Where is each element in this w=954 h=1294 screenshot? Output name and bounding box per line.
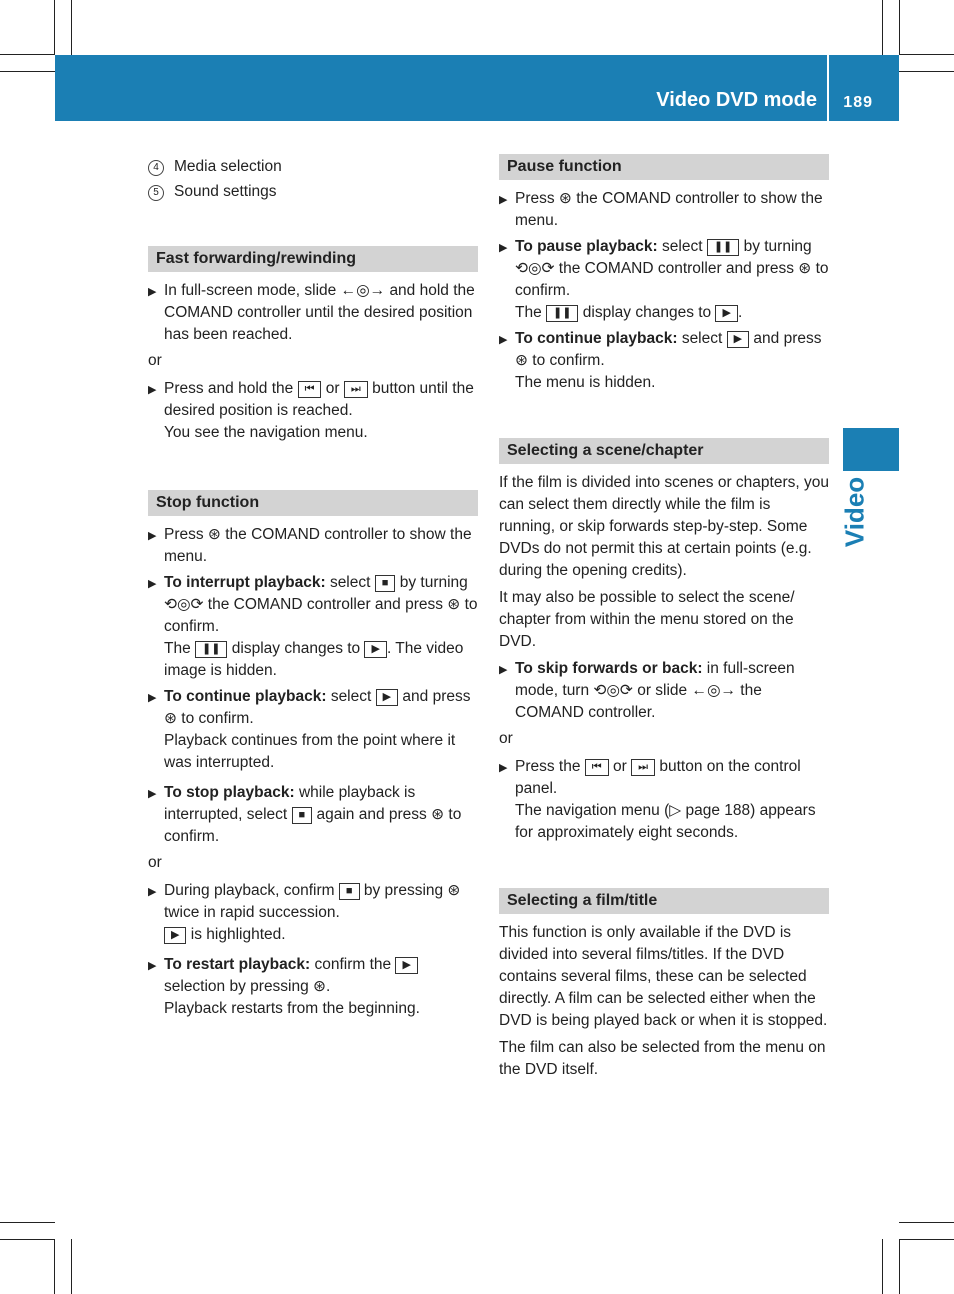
step-text: Press ⊛ the COMAND controller to show the menu. (164, 526, 472, 565)
or-separator: or (499, 730, 513, 747)
step-text: by pressing ⊛ twice in rapid succession. (164, 882, 461, 921)
step-result: The menu is hidden. (515, 374, 656, 391)
stop-key-icon: ■ (375, 575, 396, 592)
step-text: selection by pressing ⊛. (164, 978, 331, 995)
or-separator: or (148, 352, 162, 369)
number-badge: 5 (148, 185, 164, 201)
crop-mark (882, 1239, 883, 1294)
section-heading-film-title: Selecting a film/title (499, 888, 829, 914)
crop-mark (0, 54, 55, 55)
right-column (499, 154, 829, 1086)
chapter-label: Video (839, 476, 870, 548)
step-text: The (515, 304, 542, 321)
play-key-icon: ▶ (364, 641, 386, 658)
instruction-step (148, 524, 478, 568)
step-arrow-icon: ▶ (148, 384, 157, 396)
step-text: Press the (515, 758, 581, 775)
crop-mark (71, 1239, 72, 1294)
step-text: and press ⊛ to confirm. (515, 330, 822, 369)
instruction-step (148, 280, 478, 346)
crop-mark (0, 71, 55, 72)
step-text: select (681, 330, 723, 347)
step-text: button on the control panel. (515, 758, 801, 797)
paragraph: If the film is divided into scenes or chapters, you can select them directly while the film is running, or skip forwards step-by-step. Some DVDs do not permit this at certain points (e.g. during the opening credits). (499, 474, 829, 579)
play-key-icon: ▶ (395, 957, 417, 974)
step-label: To restart playback: (164, 956, 311, 973)
section-heading-stop-function: Stop function (148, 490, 478, 516)
paragraph: The film can also be selected from the menu on the DVD itself. (499, 1039, 826, 1078)
step-arrow-icon: ▶ (499, 242, 508, 254)
step-arrow-icon: ▶ (148, 578, 157, 590)
step-arrow-icon: ▶ (148, 886, 157, 898)
crop-mark (899, 54, 954, 55)
page-header (55, 55, 899, 121)
crop-mark (54, 1239, 55, 1294)
instruction-step (148, 782, 478, 848)
instruction-step (148, 880, 478, 946)
step-label: To skip forwards or back: (515, 660, 703, 677)
step-text: by turning ⟲◎⟳ the COMAND controller and press ⊛ to confirm. (515, 238, 829, 299)
crop-mark (0, 1222, 55, 1223)
skip-forward-key-icon: ⏭ (631, 759, 655, 776)
step-text: In full-screen mode, slide ←◎→ and hold the COMAND controller until the desired position has been reached. (164, 282, 475, 343)
stop-key-icon: ■ (339, 883, 360, 900)
chapter-tab (843, 428, 899, 471)
section-heading-fast-forwarding: Fast forwarding/rewinding (148, 246, 478, 272)
step-text: confirm the (314, 956, 392, 973)
step-text: select (329, 574, 371, 591)
skip-forward-key-icon: ⏭ (344, 381, 368, 398)
step-text: or (613, 758, 627, 775)
step-text: select (662, 238, 703, 255)
step-arrow-icon: ▶ (148, 286, 157, 298)
pause-key-icon: ❚❚ (195, 641, 227, 658)
play-key-icon: ▶ (376, 689, 398, 706)
step-result: You see the navigation menu. (164, 424, 368, 441)
step-arrow-icon: ▶ (499, 664, 508, 676)
step-text: in full-screen mode, turn ⟲◎⟳ or slide ←◎→ the COMAND controller. (515, 660, 795, 721)
step-arrow-icon: ▶ (499, 194, 508, 206)
step-text: . (737, 304, 743, 321)
crop-mark (899, 71, 954, 72)
list-item (148, 156, 478, 178)
pause-key-icon: ❚❚ (546, 305, 578, 322)
crop-mark (882, 0, 883, 55)
crop-mark (899, 0, 900, 55)
list-item-text: Sound settings (174, 183, 277, 200)
step-arrow-icon: ▶ (148, 960, 157, 972)
paragraph: This function is only available if the DVD is divided into several films/titles. If the DVD contains several films, these can be selected directly. A film can be selected either when the DVD is being played back or when it is stopped. (499, 924, 828, 1029)
step-text: and press ⊛ to confirm. (164, 688, 471, 727)
list-item (148, 181, 478, 203)
step-arrow-icon: ▶ (499, 762, 508, 774)
instruction-step (499, 236, 829, 324)
skip-back-key-icon: ⏮ (585, 759, 609, 776)
step-label: To stop playback: (164, 784, 295, 801)
step-arrow-icon: ▶ (499, 334, 508, 346)
play-key-icon: ▶ (164, 927, 186, 944)
step-text: button until the desired position is reached. (164, 380, 474, 419)
crop-mark (899, 1239, 900, 1294)
instruction-step (499, 658, 829, 724)
step-arrow-icon: ▶ (148, 692, 157, 704)
play-key-icon: ▶ (715, 305, 737, 322)
step-text: or (325, 380, 340, 397)
header-divider (827, 55, 829, 121)
stop-key-icon: ■ (292, 807, 313, 824)
step-text: while playback is interrupted, select (164, 784, 416, 823)
step-text: . The video image is hidden. (164, 640, 464, 679)
step-result: Playback continues from the point where it was interrupted. (164, 732, 456, 771)
step-label: To pause playback: (515, 238, 658, 255)
step-result: The navigation menu (▷ page 188) appears for approximately eight seconds. (515, 802, 816, 841)
step-text: select (330, 688, 372, 705)
step-text: Press and hold the (164, 380, 294, 397)
list-item-text: Media selection (174, 158, 282, 175)
crop-mark (0, 1239, 55, 1240)
step-arrow-icon: ▶ (148, 530, 157, 542)
number-badge: 4 (148, 160, 164, 176)
paragraph: It may also be possible to select the scene/ chapter from within the menu stored on the DVD. (499, 589, 795, 650)
or-separator: or (148, 854, 162, 871)
step-result: is highlighted. (190, 926, 286, 943)
step-label: To continue playback: (164, 688, 327, 705)
step-text: During playback, confirm (164, 882, 335, 899)
section-heading-pause-function: Pause function (499, 154, 829, 180)
instruction-step (148, 572, 478, 682)
step-arrow-icon: ▶ (148, 788, 157, 800)
step-label: To interrupt playback: (164, 574, 326, 591)
step-text: display changes to (231, 640, 361, 657)
play-key-icon: ▶ (727, 331, 749, 348)
step-text: The (164, 640, 191, 657)
step-text: display changes to (582, 304, 712, 321)
crop-mark (899, 1222, 954, 1223)
page-title: Video DVD mode (656, 89, 817, 111)
pause-key-icon: ❚❚ (707, 239, 739, 256)
left-column (148, 156, 478, 1024)
crop-mark (899, 1239, 954, 1240)
instruction-step (148, 378, 478, 444)
instruction-step (148, 686, 478, 774)
step-text: again and press ⊛ to confirm. (164, 806, 462, 845)
instruction-step (148, 954, 478, 1020)
step-text: Press ⊛ the COMAND controller to show the menu. (515, 190, 823, 229)
step-text: by turning ⟲◎⟳ the COMAND controller and press ⊛ to confirm. (164, 574, 478, 635)
step-result: Playback restarts from the beginning. (164, 1000, 420, 1017)
skip-back-key-icon: ⏮ (298, 381, 322, 398)
section-heading-scene-chapter: Selecting a scene/chapter (499, 438, 829, 464)
instruction-step (499, 328, 829, 394)
crop-mark (54, 0, 55, 55)
page-number: 189 (843, 94, 873, 111)
step-label: To continue playback: (515, 330, 678, 347)
instruction-step (499, 756, 829, 844)
crop-mark (71, 0, 72, 55)
instruction-step (499, 188, 829, 232)
